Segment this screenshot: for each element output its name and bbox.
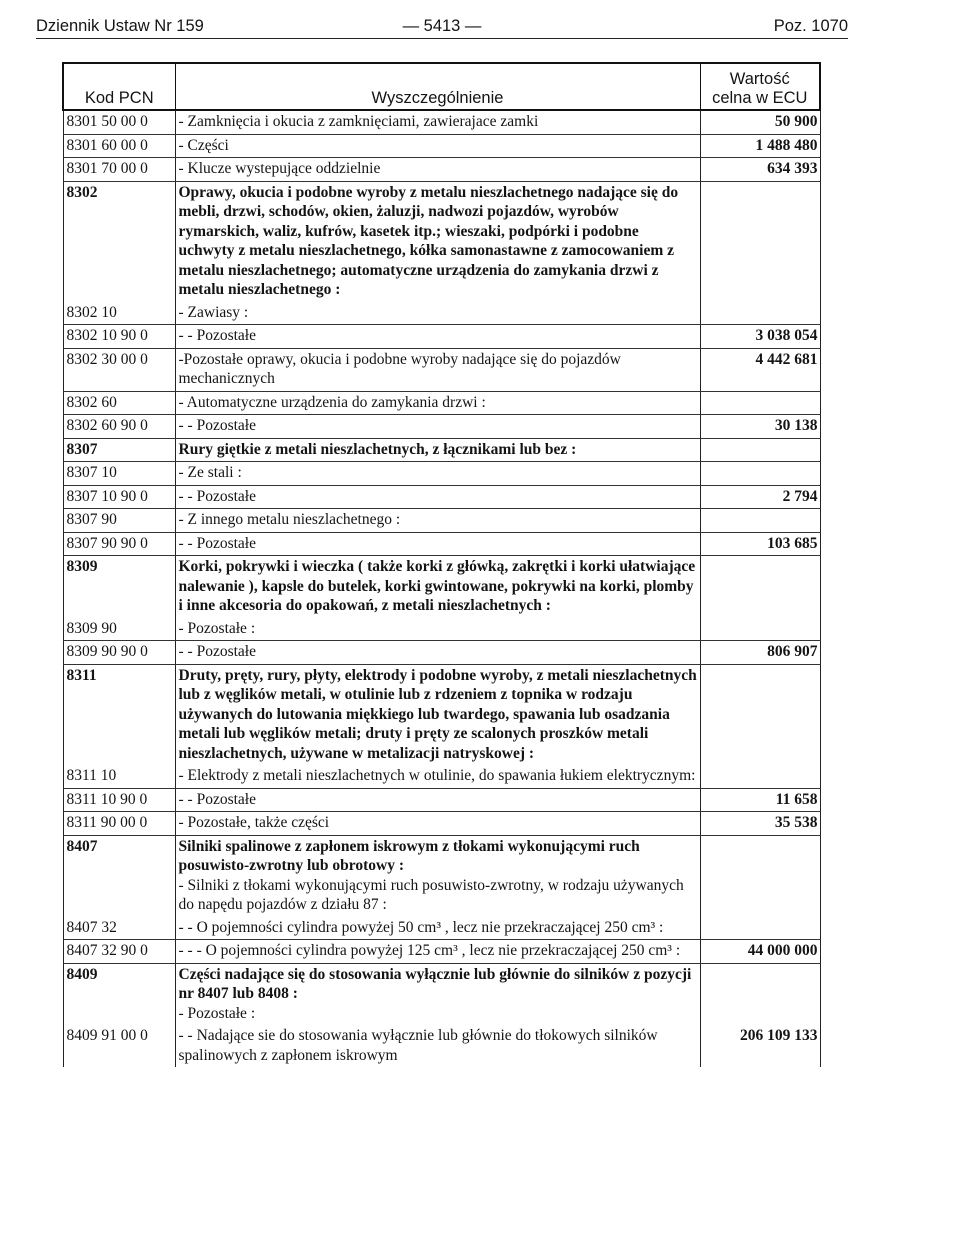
row-value: 3 038 054 bbox=[700, 325, 820, 349]
row-code: 8311 10 bbox=[63, 765, 175, 788]
row-code: 8302 60 bbox=[63, 391, 175, 415]
table-row bbox=[63, 788, 820, 812]
row-code: 8302 60 90 0 bbox=[63, 415, 175, 439]
row-description: - Elektrody z metali nieszlachetnych w otulinie, do spawania łukiem elektrycznym: bbox=[175, 765, 700, 788]
row-code: 8301 50 00 0 bbox=[63, 110, 175, 134]
group-description-subheading: - Pozostałe : bbox=[178, 1004, 256, 1022]
row-value: 50 900 bbox=[700, 110, 820, 134]
row-code: 8301 70 00 0 bbox=[63, 158, 175, 182]
group-description: Rury giętkie z metali nieszlachetnych, z łącznikami lub bez : bbox=[175, 438, 700, 462]
row-value: 4 442 681 bbox=[700, 348, 820, 391]
row-description: - Automatyczne urządzenia do zamykania drzwi : bbox=[175, 391, 700, 415]
table-header-row bbox=[63, 63, 820, 110]
row-code: 8302 30 00 0 bbox=[63, 348, 175, 391]
table-row bbox=[63, 415, 820, 439]
group-code: 8311 bbox=[63, 664, 175, 765]
row-description: - Zamknięcia i okucia z zamknięciami, zawierajace zamki bbox=[175, 110, 700, 134]
row-code: 8407 32 90 0 bbox=[63, 940, 175, 964]
row-value bbox=[700, 618, 820, 641]
row-description: - - Nadające sie do stosowania wyłącznie lub głównie do tłokowych silników spalinowych z zapłonem iskrowym bbox=[175, 1025, 700, 1067]
table-row bbox=[63, 641, 820, 665]
group-code: 8409 bbox=[63, 963, 175, 1025]
table-row bbox=[63, 158, 820, 182]
table-row bbox=[63, 532, 820, 556]
row-code: 8311 90 00 0 bbox=[63, 812, 175, 836]
group-description bbox=[175, 835, 700, 917]
row-value: 30 138 bbox=[700, 415, 820, 439]
position-number: Poz. 1070 bbox=[773, 17, 848, 35]
row-code: 8407 32 bbox=[63, 917, 175, 940]
table-row bbox=[63, 940, 820, 964]
journal-title: Dziennik Ustaw Nr 159 bbox=[36, 17, 204, 35]
column-header-value bbox=[700, 63, 820, 110]
row-description: - - O pojemności cylindra powyżej 50 cm³ , lecz nie przekraczającej 250 cm³ : bbox=[175, 917, 700, 940]
table-row bbox=[63, 134, 820, 158]
group-description bbox=[175, 963, 700, 1025]
table-group-row bbox=[63, 556, 820, 618]
column-header-description: Wyszczególnienie bbox=[175, 63, 700, 110]
row-value: 103 685 bbox=[700, 532, 820, 556]
row-code: 8307 90 90 0 bbox=[63, 532, 175, 556]
table-row bbox=[63, 391, 820, 415]
table-row bbox=[63, 325, 820, 349]
row-description: - Pozostałe, także części bbox=[175, 812, 700, 836]
tariff-table-container bbox=[62, 62, 819, 1067]
table-row bbox=[63, 917, 820, 940]
row-description: - - Pozostałe bbox=[175, 532, 700, 556]
row-code: 8309 90 90 0 bbox=[63, 641, 175, 665]
row-value: 634 393 bbox=[700, 158, 820, 182]
row-code: 8309 90 bbox=[63, 618, 175, 641]
group-description-subheading: - Silniki z tłokami wykonującymi ruch posuwisto-zwrotny, w rodzaju używanych do napędu pojazdów z działu 87 : bbox=[178, 876, 684, 913]
row-description: - Pozostałe : bbox=[175, 618, 700, 641]
group-description: Korki, pokrywki i wieczka ( także korki z główką, zakrętki i korki ułatwiające nalewanie ), kapsle do butelek, korki gwintowane, pokrywki na korki, plomby i inne akcesoria do opakowań, z metali nieszlachetnych : bbox=[175, 556, 700, 618]
row-value bbox=[700, 835, 820, 917]
group-description-heading: Silniki spalinowe z zapłonem iskrowym z tłokami wykonującymi ruch posuwisto-zwrotny lub obrotowy : bbox=[178, 837, 640, 874]
row-description: - - Pozostałe bbox=[175, 325, 700, 349]
column-header-value-line1: Wartość bbox=[729, 70, 790, 88]
row-description: - - - O pojemności cylindra powyżej 125 cm³ , lecz nie przekraczającej 250 cm³ : bbox=[175, 940, 700, 964]
row-description: - - Pozostałe bbox=[175, 415, 700, 439]
row-value: 35 538 bbox=[700, 812, 820, 836]
tariff-table bbox=[62, 62, 821, 1067]
row-description: - Zawiasy : bbox=[175, 302, 700, 325]
column-header-code: Kod PCN bbox=[63, 63, 175, 110]
row-code: 8311 10 90 0 bbox=[63, 788, 175, 812]
group-description: Druty, pręty, rury, płyty, elektrody i podobne wyroby, z metali nieszlachetnych lub z węglików metali, w otulinie lub z rdzeniem z topnika w rodzaju używanych do lutowania miękkiego lub twardego, spawania lub osadzania metali lub węglików metali; druty i pręty ze scalonych proszków metali nieszlachetnych, używane w metalizacji natryskowej : bbox=[175, 664, 700, 765]
row-value bbox=[700, 391, 820, 415]
row-description: - - Pozostałe bbox=[175, 485, 700, 509]
table-row bbox=[63, 765, 820, 788]
row-code: 8409 91 00 0 bbox=[63, 1025, 175, 1067]
page-number: — 5413 — bbox=[402, 17, 482, 35]
group-description-heading: Części nadające się do stosowania wyłącznie lub głównie do silników z pozycji nr 8407 lub 8408 : bbox=[178, 965, 692, 1002]
table-row bbox=[63, 485, 820, 509]
row-description: - Z innego metalu nieszlachetnego : bbox=[175, 509, 700, 533]
column-header-value-line2: celna w ECU bbox=[712, 89, 808, 107]
row-value bbox=[700, 664, 820, 765]
row-value bbox=[700, 917, 820, 940]
table-row bbox=[63, 1025, 820, 1067]
table-row bbox=[63, 812, 820, 836]
page-header bbox=[36, 10, 848, 40]
row-value bbox=[700, 438, 820, 462]
table-row bbox=[63, 509, 820, 533]
row-code: 8307 90 bbox=[63, 509, 175, 533]
row-value: 806 907 bbox=[700, 641, 820, 665]
header-rule bbox=[36, 38, 848, 39]
group-code: 8407 bbox=[63, 835, 175, 917]
group-description: Oprawy, okucia i podobne wyroby z metalu nieszlachetnego nadające się do mebli, drzwi, schodów, okien, żaluzji, nadwozi pojazdów, wyrobów rymarskich, waliz, kufrów, kasetek itp.; wieszaki, podpórki i podobne uchwyty z metalu nieszlachetnego, kółka samonastawne z zamocowaniem z metalu nieszlachetnego; automatyczne urządzenia do zamykania drzwi z metalu nieszlachetnego : bbox=[175, 181, 700, 302]
row-description: - - Pozostałe bbox=[175, 641, 700, 665]
row-value: 11 658 bbox=[700, 788, 820, 812]
row-code: 8307 10 bbox=[63, 462, 175, 486]
row-value: 44 000 000 bbox=[700, 940, 820, 964]
row-code: 8302 10 bbox=[63, 302, 175, 325]
row-value bbox=[700, 509, 820, 533]
table-group-row bbox=[63, 438, 820, 462]
table-row bbox=[63, 302, 820, 325]
row-value bbox=[700, 462, 820, 486]
table-group-row bbox=[63, 181, 820, 302]
table-row bbox=[63, 462, 820, 486]
row-description: - Ze stali : bbox=[175, 462, 700, 486]
row-value bbox=[700, 181, 820, 302]
row-value bbox=[700, 963, 820, 1025]
row-description: - Części bbox=[175, 134, 700, 158]
row-value: 1 488 480 bbox=[700, 134, 820, 158]
row-value: 2 794 bbox=[700, 485, 820, 509]
row-code: 8302 10 90 0 bbox=[63, 325, 175, 349]
row-description: -Pozostałe oprawy, okucia i podobne wyroby nadające się do pojazdów mechanicznych bbox=[175, 348, 700, 391]
row-value bbox=[700, 765, 820, 788]
row-description: - Klucze wystepujące oddzielnie bbox=[175, 158, 700, 182]
group-code: 8307 bbox=[63, 438, 175, 462]
group-code: 8309 bbox=[63, 556, 175, 618]
row-code: 8301 60 00 0 bbox=[63, 134, 175, 158]
table-group-row bbox=[63, 664, 820, 765]
group-code: 8302 bbox=[63, 181, 175, 302]
table-row bbox=[63, 348, 820, 391]
table-row bbox=[63, 110, 820, 134]
row-value: 206 109 133 bbox=[700, 1025, 820, 1067]
table-row bbox=[63, 618, 820, 641]
row-description: - - Pozostałe bbox=[175, 788, 700, 812]
table-group-row bbox=[63, 963, 820, 1025]
row-value bbox=[700, 302, 820, 325]
row-value bbox=[700, 556, 820, 618]
row-code: 8307 10 90 0 bbox=[63, 485, 175, 509]
table-group-row bbox=[63, 835, 820, 917]
